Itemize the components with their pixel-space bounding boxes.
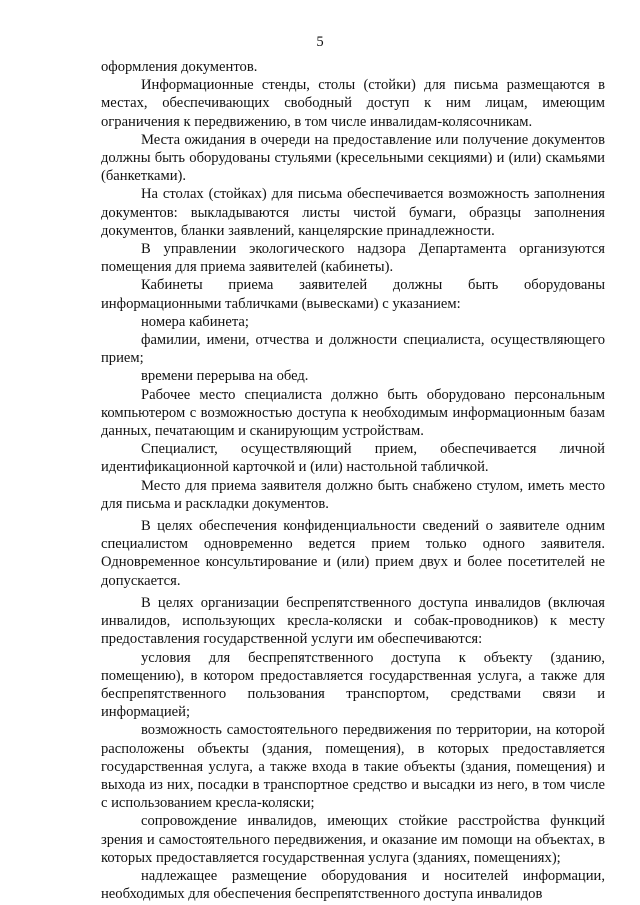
paragraph: оформления документов. bbox=[101, 59, 258, 75]
list-item: надлежащее размещение оборудования и носителей информации, необходимых для обеспечения беспрепятственного доступа инвалидов bbox=[101, 867, 605, 903]
paragraph: Специалист, осуществляющий прием, обеспечивается личной идентификационной карточкой и (или) настольной табличкой. bbox=[101, 441, 605, 476]
list-item: времени перерыва на обед. bbox=[141, 368, 309, 385]
paragraph: Информационные стенды, столы (стойки) для письма размещаются в местах, обеспечивающих свободный доступ к ним лицам, имеющим ограничения к передвижению, в том числе инвалидам-колясочникам. bbox=[101, 77, 605, 130]
list-item: фамилии, имени, отчества и должности специалиста, осуществляющего прием; bbox=[101, 332, 605, 367]
list-item: номера кабинета; bbox=[141, 313, 249, 330]
paragraph: Рабочее место специалиста должно быть оборудовано персональным компьютером с возможностью доступа к необходимым информационным базам данных, печатающим и сканирующим устройствам. bbox=[101, 386, 605, 440]
paragraph: Место для приема заявителя должно быть снабжено стулом, иметь место для письма и раскладки документов. bbox=[101, 477, 605, 512]
document-body bbox=[101, 58, 605, 903]
paragraph: В целях обеспечения конфиденциальности сведений о заявителе одним специалистом одновременно ведется прием только одного заявителя. Одновременное консультирование и (или) прием двух и более посетителей не допускается. bbox=[101, 518, 605, 589]
list-item: возможность самостоятельного передвижения по территории, на которой расположены объекты (здания, помещения), в которых предоставляется государственная услуга, а также входа в такие объекты (здания, помещения) и выхода из них, посадки в транспортное средство и высадки из него, в том числе с использованием кресла-коляски; bbox=[101, 722, 605, 812]
list-item: сопровождение инвалидов, имеющих стойкие расстройства функций зрения и самостоятельного передвижения, и оказание им помощи на объектах, в которых предоставляется государственная услуга (зданиях, помещениях); bbox=[101, 813, 605, 866]
paragraph: В целях организации беспрепятственного доступа инвалидов (включая инвалидов, использующих кресла-коляски и собак-проводников) к месту предоставления государственной услуги им обеспечиваются: bbox=[101, 594, 605, 648]
paragraph: В управлении экологического надзора Департамента организуются помещения для приема заявителей (кабинеты). bbox=[101, 241, 605, 276]
list-item: условия для беспрепятственного доступа к объекту (зданию, помещению), в котором предоставляется государственная услуга, а также для беспрепятственного пользования транспортом, средствами связи и информацией; bbox=[101, 649, 605, 721]
paragraph: Кабинеты приема заявителей должны быть оборудованы информационными табличками (вывесками) с указанием: bbox=[101, 277, 605, 312]
page-number: 5 bbox=[316, 34, 324, 50]
paragraph: Места ожидания в очереди на предоставление или получение документов должны быть оборудованы стульями (кресельными секциями) и (или) скамьями (банкетками). bbox=[101, 131, 605, 185]
paragraph: На столах (стойках) для письма обеспечивается возможность заполнения документов: выкладываются листы чистой бумаги, образцы заполнения документов, бланки заявлений, канцелярские принадлежности. bbox=[101, 186, 605, 239]
